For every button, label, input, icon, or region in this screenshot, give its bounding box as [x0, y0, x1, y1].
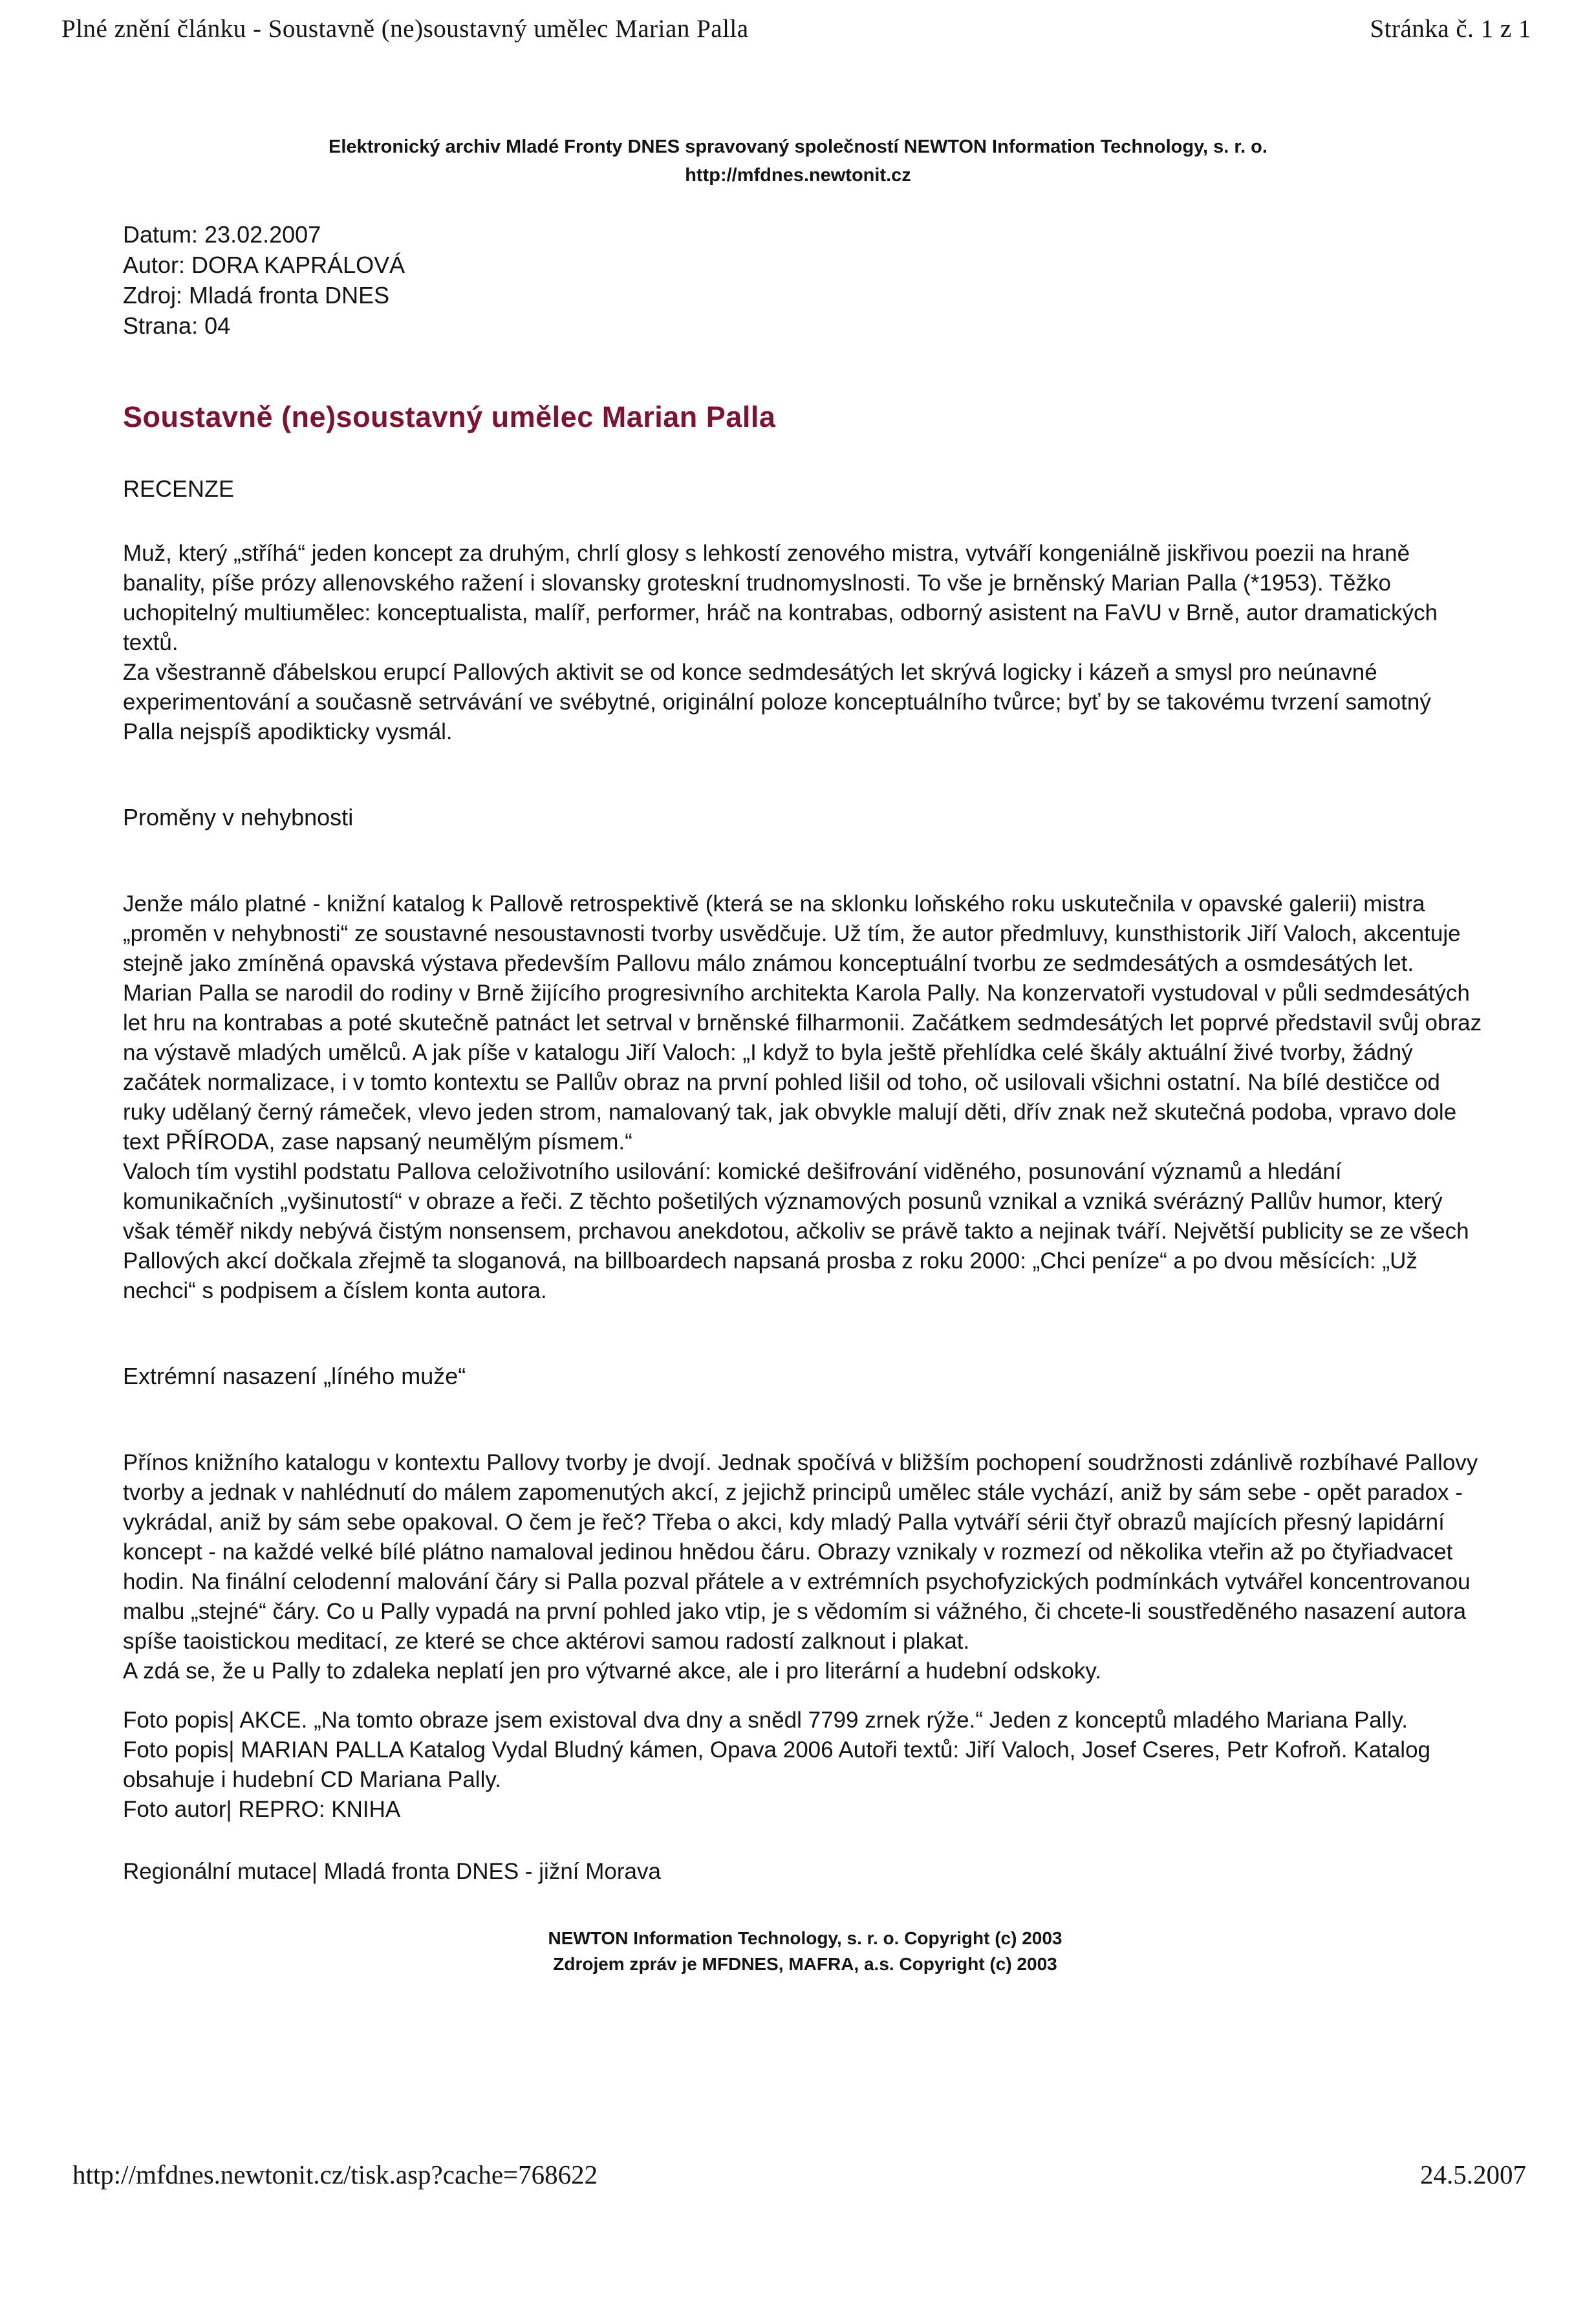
article-paragraph: Marian Palla se narodil do rodiny v Brně žijícího progresivního architekta Karola Pally. Na konzervatoři vystudoval v půli sedmdesátých let hru na kontrabas a poté skutečně patnáct let setrval v brněnské filharmonii. Začátkem sedmdesátých let poprvé představil svůj obraz na výstavě mladých umělců. A jak píše v katalogu Jiří Valoch: „I když to byla ještě přehlídka celé škály aktuální živé tvorby, žádný začátek normalizace, i v tomto kontextu se Pallův obraz na první pohled lišil od toho, oč usilovali všichni ostatní. Na bílé destičce od ruky udělaný černý rámeček, vlevo jeden strom, namalovaný tak, jak obvykle malují děti, dřív znak než skutečná podoba, vpravo dole text PŘÍRODA, zase napsaný neumělým písmem.“: [123, 981, 1482, 1155]
article-title: Soustavně (ne)soustavný umělec Marian Palla: [123, 400, 776, 433]
print-header-title: Plné znění článku - Soustavně (ne)soustavný umělec Marian Palla: [61, 15, 749, 43]
archive-notice: [0, 133, 1596, 190]
article-rubric: RECENZE: [123, 475, 235, 502]
copyright-line2: Zdrojem zpráv je MFDNES, MAFRA, a.s. Copyright (c) 2003: [553, 1954, 1057, 1974]
print-header-page-number: Stránka č. 1 z 1: [1370, 15, 1531, 43]
print-footer: [72, 2159, 1526, 2190]
article-section-heading: Proměny v nehybnosti: [123, 804, 354, 830]
spacer: [123, 1686, 1487, 1706]
metadata-line: Autor: DORA KAPRÁLOVÁ: [123, 252, 405, 278]
print-footer-url: http://mfdnes.newtonit.cz/tisk.asp?cache=768622: [72, 2160, 598, 2189]
archive-notice-url: http://mfdnes.newtonit.cz: [685, 165, 911, 186]
article-paragraph: Foto popis| AKCE. „Na tomto obraze jsem existoval dva dny a snědl 7799 zrnek rýže.“ Jeden z konceptů mladého Mariana Pally.: [123, 1708, 1408, 1733]
article-paragraph: Regionální mutace| Mladá fronta DNES - jižní Morava: [123, 1859, 661, 1884]
article-paragraph: Za všestranně ďábelskou erupcí Pallových aktivit se od konce sedmdesátých let skrývá logicky i kázeň a smysl pro neúnavné experimentování a současně setrvávání ve svébytné, originální poloze konceptuálního tvůrce; byť by se takovému tvrzení samotný Palla nejspíš apodikticky vysmál.: [123, 660, 1431, 744]
article-metadata: [123, 219, 1487, 341]
copyright-line1: NEWTON Information Technology, s. r. o. Copyright (c) 2003: [548, 1928, 1062, 1948]
article-paragraph: A zdá se, že u Pally to zdaleka neplatí jen pro výtvarné akce, ale i pro literární a hudební odskoky.: [123, 1658, 1101, 1684]
article-content: [123, 219, 1487, 1977]
article-paragraph: Valoch tím vystihl podstatu Pallova celoživotního usilování: komické dešifrování viděného, posunování významů a hledání komunikačních „vyšinutostí“ v obraze a řeči. Z těchto pošetilých významových posunů vznikal a vzniká svérázný Pallův humor, který však téměř nikdy nebývá čistým nonsensem, prchavou anekdotou, ačkoliv se právě takto a nejinak tváří. Největší publicity se ze všech Pallových akcí dočkala zřejmě ta sloganová, na billboardech napsaná prosba z roku 2000: „Chci peníze“ a po dvou měsících: „Už nechci“ s podpisem a číslem konta autora.: [123, 1159, 1469, 1303]
copyright-notice: [123, 1926, 1487, 1977]
metadata-line: Zdroj: Mladá fronta DNES: [123, 282, 390, 309]
article-paragraph: Jenže málo platné - knižní katalog k Pallově retrospektivě (která se na sklonku loňského roku uskutečnila v opavské galerii) mistra „proměn v nehybnosti“ ze soustavné nesoustavnosti tvorby usvědčuje. Už tím, že autor předmluvy, kunsthistorik Jiří Valoch, akcentuje stejně jako zmíněná opavská výstava především Pallovu málo známou konceptuální tvorbu ze sedmdesátých a osmdesátých let.: [123, 891, 1461, 976]
print-header: [0, 0, 1596, 43]
print-footer-date: 24.5.2007: [1420, 2160, 1526, 2189]
article-paragraph: Foto popis| MARIAN PALLA Katalog Vydal Bludný kámen, Opava 2006 Autoři textů: Jiří Valoch, Josef Cseres, Petr Kofroň. Katalog obsahuje i hudební CD Mariana Pally.: [123, 1737, 1431, 1792]
article-section-heading: Extrémní nasazení „líného muže“: [123, 1363, 466, 1389]
article-paragraph: Muž, který „stříhá“ jeden koncept za druhým, chrlí glosy s lehkostí zenového mistra, vytváří kongeniálně jiskřivou poezii na hraně banality, píše prózy allenovského ražení i slovansky groteskní trudnomyslnosti. To vše je brněnský Marian Palla (*1953). Těžko uchopitelný multiumělec: konceptualista, malíř, performer, hráč na kontrabas, odborný asistent na FaVU v Brně, autor dramatických textů.: [123, 541, 1438, 655]
spacer: [123, 1825, 1487, 1857]
metadata-line: Strana: 04: [123, 312, 231, 339]
article-paragraph: Foto autor| REPRO: KNIHA: [123, 1797, 401, 1822]
archive-notice-line1: Elektronický archiv Mladé Fronty DNES spravovaný společností NEWTON Information Technology, s. r. o.: [329, 136, 1267, 157]
article-paragraph: Přínos knižního katalogu v kontextu Pallovy tvorby je dvojí. Jednak spočívá v bližším pochopení soudržnosti zdánlivě rozbíhavé Pallovy tvorby a jednak v nahlédnutí do málem zapomenutých akcí, z jejichž principů umělec stále vychází, aniž by sám sebe - opět paradox - vykrádal, aniž by sám sebe opakoval. O čem je řeč? Třeba o akci, kdy mladý Palla vytváří sérii čtyř obrazů majících přesný lapidární koncept - na každé velké bílé plátno namaloval jedinou hnědou čáru. Obrazy vznikaly v rozmezí od několika vteřin až po čtyřiadvacet hodin. Na finální celodenní malování čáry si Palla pozval přátele a v extrémních psychofyzických podmínkách vytvářel koncentrovanou malbu „stejné“ čáry. Co u Pally vypadá na první pohled jako vtip, je s vědomím si vážného, či chcete-li soustředěného nasazení autora spíše taoistickou meditací, ze které se chce aktérovi samou radostí zalknout i plakat.: [123, 1450, 1478, 1654]
metadata-line: Datum: 23.02.2007: [123, 221, 321, 248]
article-body: [123, 539, 1487, 1887]
